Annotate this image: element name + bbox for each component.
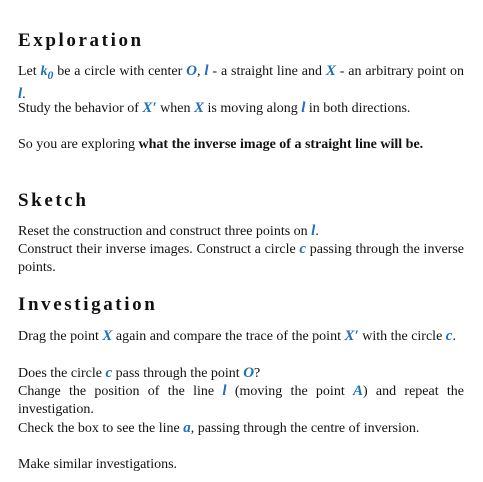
sketch-paragraph-1: Reset the construction and construct three points on l. bbox=[18, 223, 319, 239]
investigation-paragraph-2: Does the circle c pass through the point O? bbox=[18, 365, 261, 381]
exploration-paragraph-1: Let $k_0$ be a circle with center O, l - a straight line and X - an arbitrary point on l. bbox=[18, 63, 465, 102]
exploration-paragraph-2: Study the behavior of X′ when X is moving along l in both directions. bbox=[18, 100, 411, 116]
investigation-heading: Investigation bbox=[18, 294, 158, 315]
sketch-paragraph-2: Construct their inverse images. Construct a circle c passing through the inverse points. bbox=[18, 241, 464, 276]
investigation-paragraph-1: Drag the point X again and compare the trace of the point X′ with the circle c. bbox=[18, 328, 456, 344]
sketch-heading: Sketch bbox=[18, 190, 89, 211]
investigation-paragraph-5: Make similar investigations. bbox=[18, 457, 178, 472]
exploration-heading: Exploration bbox=[18, 30, 144, 51]
investigation-paragraph-4: Check the box to see the line a, passing through the centre of inversion. bbox=[18, 420, 420, 436]
symbol-k0: $k_0$ bbox=[40, 64, 54, 82]
exploration-paragraph-3: So you are exploring what the inverse image of a straight line will be. bbox=[18, 137, 424, 152]
investigation-paragraph-3: Change the position of the line l (moving the point A) and repeat the investigation. bbox=[18, 383, 464, 418]
